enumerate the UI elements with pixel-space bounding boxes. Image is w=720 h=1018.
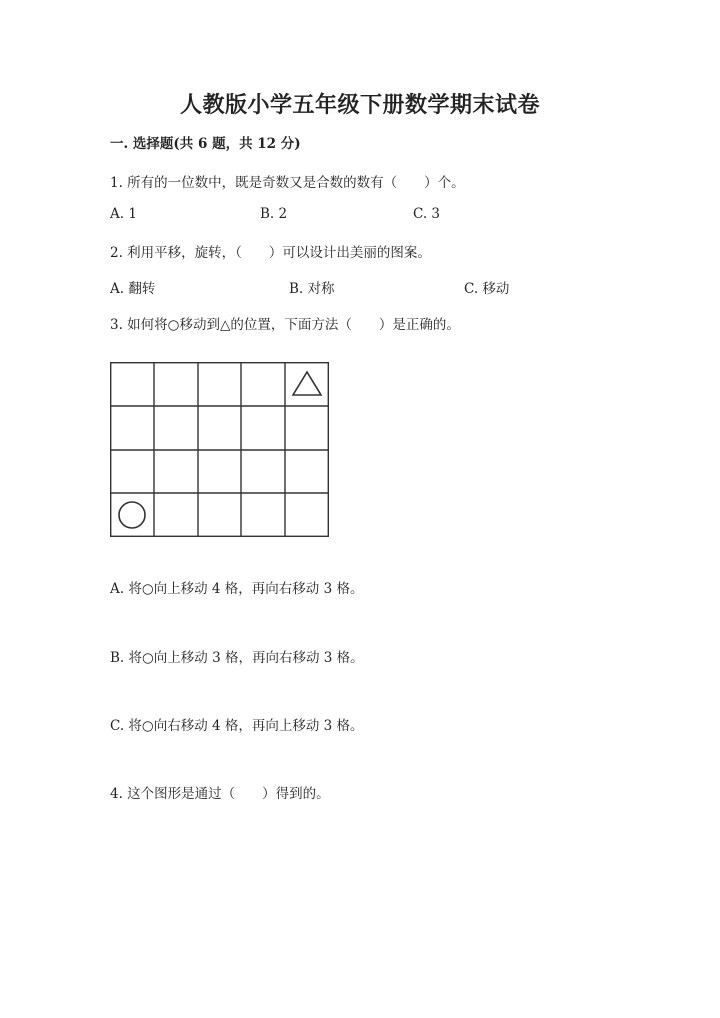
question-1-option-a: A. 1 [110, 206, 137, 222]
question-2-option-b: B. 对称 [289, 281, 335, 297]
grid-lines [110, 362, 329, 537]
question-1-stem: 1. 所有的一位数中，既是奇数又是合数的数有（ ）个。 [110, 175, 465, 191]
question-1-option-b: B. 2 [260, 206, 288, 222]
triangle-shape [293, 372, 321, 395]
question-3-option-b: B. 将○向上移动 3 格，再向右移动 3 格。 [110, 650, 364, 666]
question-2-stem: 2. 利用平移，旋转，（ ）可以设计出美丽的图案。 [110, 245, 431, 261]
section-heading: 一. 选择题(共 6 题，共 12 分) [110, 136, 301, 152]
question-3-option-c: C. 将○向右移动 4 格，再向上移动 3 格。 [110, 718, 364, 734]
question-2-option-a: A. 翻转 [110, 281, 156, 297]
question-2-option-c: C. 移动 [464, 281, 510, 297]
question-3-grid-figure [110, 362, 329, 537]
question-4-stem: 4. 这个图形是通过（ ）得到的。 [110, 786, 330, 802]
exam-title: 人教版小学五年级下册数学期末试卷 [179, 92, 540, 118]
question-3-stem: 3. 如何将○移动到△的位置，下面方法（ ）是正确的。 [110, 317, 460, 333]
circle-shape [119, 502, 145, 528]
question-1-option-c: C. 3 [413, 206, 441, 222]
question-3-option-a: A. 将○向上移动 4 格，再向右移动 3 格。 [110, 581, 364, 597]
